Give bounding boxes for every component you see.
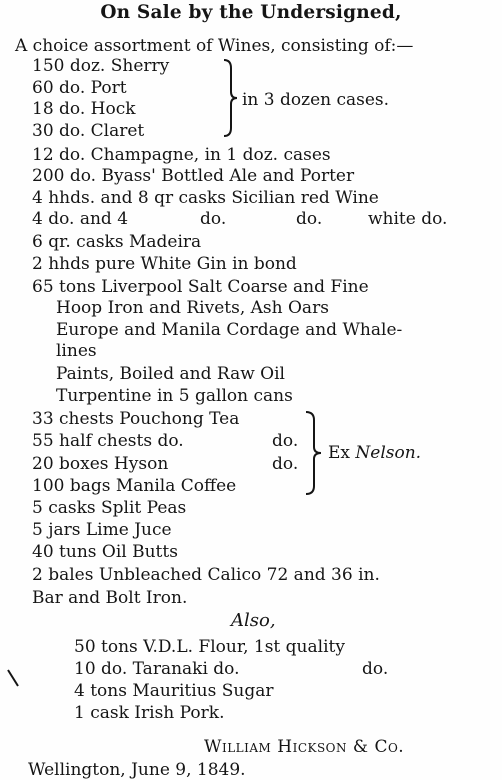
goods-item: 2 hhds pure White Gin in bond <box>32 254 297 274</box>
wine-brace <box>222 58 240 138</box>
goods-item: Hoop Iron and Rivets, Ash Oars <box>56 298 329 318</box>
also-item: 1 cask Irish Pork. <box>74 703 225 723</box>
ditto-mark: do. <box>200 209 227 229</box>
tea-item: 20 boxes Hyson <box>32 454 169 474</box>
wine-item: 150 doz. Sherry <box>32 56 170 76</box>
goods-item: 2 bales Unbleached Calico 72 and 36 in. <box>32 565 380 585</box>
ship-name: Nelson. <box>355 443 422 463</box>
goods-item: lines <box>56 341 97 361</box>
goods-item: 4 do. and 4 <box>32 209 129 229</box>
goods-item: 65 tons Liverpool Salt Coarse and Fine <box>32 277 369 297</box>
dateline: Wellington, June 9, 1849. <box>28 760 246 780</box>
goods-item: 5 jars Lime Juce <box>32 520 172 540</box>
wine-item: 60 do. Port <box>32 78 127 98</box>
tea-item: 100 bags Manila Coffee <box>32 476 237 496</box>
goods-item: 200 do. Byass' Bottled Ale and Porter <box>32 166 355 186</box>
also-heading: Also, <box>231 610 276 631</box>
goods-item: 12 do. Champagne, in 1 doz. cases <box>32 145 331 165</box>
tea-item: 33 chests Pouchong Tea <box>32 409 240 429</box>
tea-brace <box>304 410 324 496</box>
goods-item: 5 casks Split Peas <box>32 498 187 518</box>
ad-title: On Sale by the Undersigned, <box>100 2 402 23</box>
goods-item: Turpentine in 5 gallon cans <box>56 386 293 406</box>
signature: William Hickson & Co. <box>204 737 405 757</box>
goods-item: Europe and Manila Cordage and Whale- <box>56 320 403 340</box>
also-item: 50 tons V.D.L. Flour, 1st quality <box>74 637 345 657</box>
ditto-mark: do. <box>272 431 299 451</box>
wine-item: 30 do. Claret <box>32 121 145 141</box>
ditto-mark: do. <box>362 659 389 679</box>
stray-mark <box>6 668 22 690</box>
goods-note: white do. <box>368 209 448 229</box>
ditto-mark: do. <box>296 209 323 229</box>
tea-note-prefix: Ex <box>328 443 350 463</box>
tea-item: 55 half chests do. <box>32 431 184 451</box>
also-item: 10 do. Taranaki do. <box>74 659 240 679</box>
goods-item: 40 tuns Oil Butts <box>32 542 178 562</box>
goods-item: 4 hhds. and 8 qr casks Sicilian red Wine <box>32 188 379 208</box>
goods-item: 6 qr. casks Madeira <box>32 232 202 252</box>
intro-line: A choice assortment of Wines, consisting of:— <box>15 36 414 56</box>
also-item: 4 tons Mauritius Sugar <box>74 681 274 701</box>
goods-item: Bar and Bolt Iron. <box>32 588 188 608</box>
wine-note: in 3 dozen cases. <box>242 90 390 110</box>
goods-item: Paints, Boiled and Raw Oil <box>56 364 285 384</box>
tea-note <box>328 443 421 463</box>
wine-item: 18 do. Hock <box>32 99 136 119</box>
ditto-mark: do. <box>272 454 299 474</box>
